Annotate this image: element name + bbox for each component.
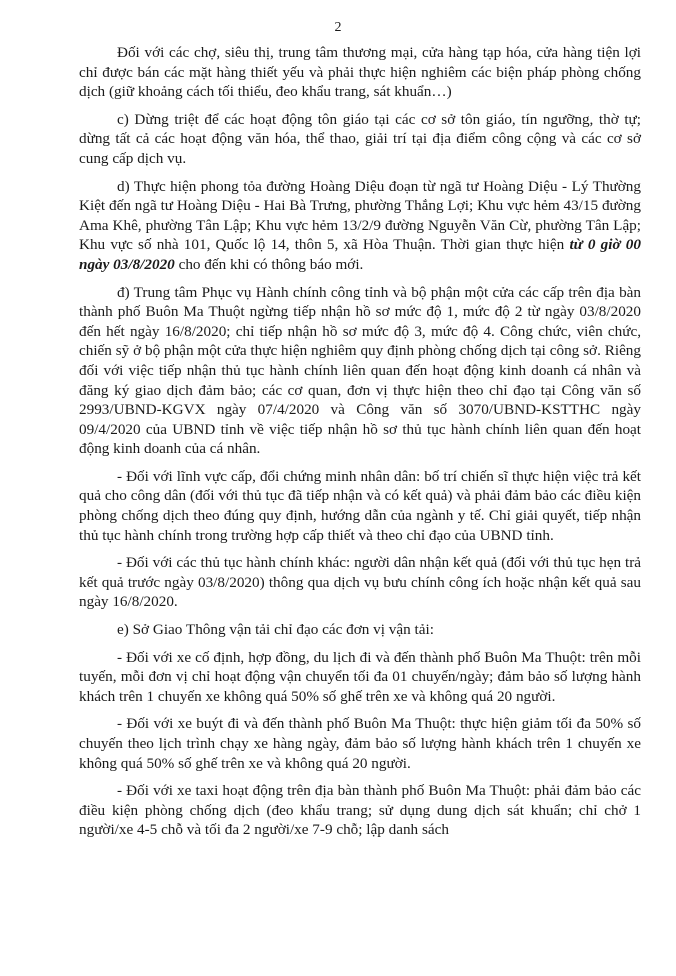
document-body [79,43,641,848]
paragraph-dd-admin-center: đ) Trung tâm Phục vụ Hành chính công tỉnh và bộ phận một cửa các cấp trên địa bàn thành phố Buôn Ma Thuột ngừng tiếp nhận hồ sơ mức độ 1, mức độ 2 từ ngày 03/8/2020 đến hết ngày 16/8/2020; chỉ tiếp nhận hồ sơ mức độ 3, mức độ 4. Công chức, viên chức, chiến sỹ ở bộ phận một cửa thực hiện nghiêm quy định phòng chống dịch tại công sở. Riêng đối với việc tiếp nhận thủ tục hành chính liên quan đến hoạt động kinh doanh cá nhân và đăng ký giao dịch đảm bảo; các cơ quan, đơn vị thực hiện theo chỉ đạo tại Công văn số 2993/UBND-KGVX ngày 07/4/2020 và Công văn số 3070/UBND-KSTTHC ngày 09/4/2020 của UBND tỉnh về việc tiếp nhận hồ sơ thủ tục hành chính liên quan đến hoạt động kinh doanh của cá nhân. [79,283,641,458]
paragraph-d-lockdown [79,177,641,275]
paragraph-d-text-before: d) Thực hiện phong tỏa đường Hoàng Diệu đoạn từ ngã tư Hoàng Diệu - Lý Thường Kiệt đến ngã tư Hoàng Diệu - Hai Bà Trưng, phường Thắng Lợi; Khu vực hẻm 43/15 đường Ama Khê, phường Tân Lập; Khu vực hẻm 13/2/9 đường Nguyễn Văn Cừ, phường Tân Lập; Khu vực số nhà 101, Quốc lộ 14, thôn 5, xã Hòa Thuận. Thời gian thực hiện [79,177,641,254]
paragraph-id-card: - Đối với lĩnh vực cấp, đổi chứng minh nhân dân: bố trí chiến sĩ thực hiện việc trả kết quả cho công dân (đối với thủ tục đã tiếp nhận và có kết quả) và phải đảm bảo các điều kiện phòng chống dịch theo đúng quy định, hướng dẫn của ngành y tế. Chỉ giải quyết, tiếp nhận thủ tục hành chính trong trường hợp cấp thiết và theo chỉ đạo của UBND tỉnh. [79,467,641,544]
paragraph-buses: - Đối với xe buýt đi và đến thành phố Buôn Ma Thuột: thực hiện giảm tối đa 50% số chuyến theo lịch trình chạy xe hàng ngày, đảm bảo số lượng hành khách trên 1 chuyến xe không quá 50% số ghế trên xe và không quá 20 người. [79,715,641,772]
paragraph-other-procedures: - Đối với các thủ tục hành chính khác: người dân nhận kết quả (đối với thủ tục hẹn trả kết quả trước ngày 03/8/2020) thông qua dịch vụ bưu chính công ích hoặc nhận kết quả sau ngày 16/8/2020. [79,554,641,611]
paragraph-d-emphasis: từ 0 giờ 00 ngày 03/8/2020 [79,236,641,273]
paragraph-e-transport: e) Sở Giao Thông vận tải chỉ đạo các đơn vị vận tải: [117,621,434,639]
paragraph-markets: Đối với các chợ, siêu thị, trung tâm thương mại, cửa hàng tạp hóa, cửa hàng tiện lợi chỉ được bán các mặt hàng thiết yếu và phải thực hiện nghiêm các biện pháp phòng chống dịch (giữ khoảng cách tối thiểu, đeo khẩu trang, sát khuẩn…) [79,44,641,101]
page-number: 2 [334,20,342,35]
paragraph-d-text-after: cho đến khi có thông báo mới. [174,255,364,273]
paragraph-fixed-route-vehicles: - Đối với xe cố định, hợp đồng, du lịch đi và đến thành phố Buôn Ma Thuột: trên mỗi tuyến, mỗi đơn vị chỉ hoạt động vận chuyển tối đa 01 chuyến/ngày; đảm bảo số lượng hành khách trên 1 chuyến xe không quá 50% số ghế trên xe và không quá 20 người. [79,648,641,705]
paragraph-c-religious-activities: c) Dừng triệt để các hoạt động tôn giáo tại các cơ sở tôn giáo, tín ngưỡng, thờ tự; dừng tất cả các hoạt động văn hóa, thể thao, giải trí tại địa điểm công cộng và các cơ sở cung cấp dịch vụ. [79,110,641,167]
paragraph-taxis: - Đối với xe taxi hoạt động trên địa bàn thành phố Buôn Ma Thuột: phải đảm bảo các điều kiện phòng chống dịch (đeo khẩu trang; sử dụng dung dịch sát khuẩn; chỉ chở 1 người/xe 4-5 chỗ và tối đa 2 người/xe 7-9 chỗ; lập danh sách [79,782,641,839]
